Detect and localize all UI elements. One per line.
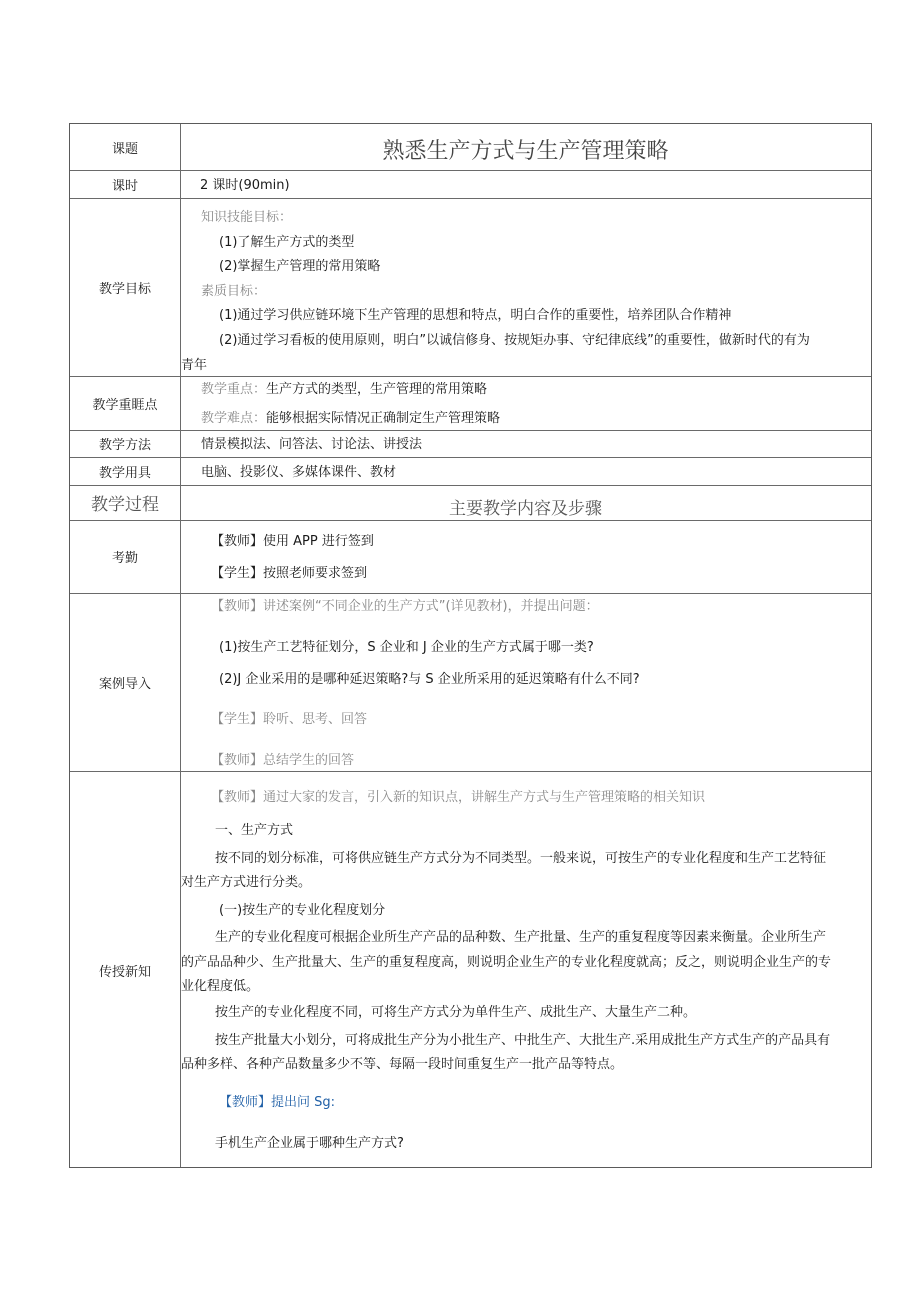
knowledge-item: (2)掌握生产管理的常用策略 [219, 259, 381, 274]
row-divider [70, 485, 871, 486]
knowledge-text: 按生产的专业化程度不同，可将生产方式分为单件生产、成批生产、大量生产二种。 [215, 1005, 697, 1020]
difficulty-line [201, 411, 500, 427]
row-divider [70, 430, 871, 431]
attendance-label: 考勤 [111, 551, 138, 566]
knowledge-item: (1)了解生产方式的类型 [219, 235, 355, 250]
objectives-label: 教学目标 [98, 281, 151, 297]
difficulty-prefix: 教学难点： [201, 411, 267, 426]
topic-label: 课题 [111, 141, 138, 157]
knowledge-text: 对生产方式进行分类。 [181, 875, 312, 890]
lesson-title: 熟悉生产方式与生产管理策略 [382, 139, 669, 164]
knowledge-text: 按不同的划分标准，可将供应链生产方式分为不同类型。一般来说，可按生产的专业化程度和生产工艺特征 [215, 851, 827, 866]
lesson-plan-table [69, 123, 872, 1168]
row-divider [70, 520, 871, 521]
row-divider [70, 170, 871, 171]
knowledge-text: 的产品品种少、生产批量大、生产的重复程度高，则说明企业生产的专业化程度就高；反之，则说明企业生产的专 [181, 955, 832, 970]
case-question: (2)J 企业采用的是哪种延迟策略?与 S 企业所采用的延迟策略有什么不同? [219, 672, 640, 687]
knowledge-heading: 知识技能目标： [201, 210, 293, 225]
tools-value: 电脑、投影仪、多媒体课件、教材 [201, 465, 397, 480]
key-points-label: 教学重睚点 [92, 397, 158, 413]
knowledge-text: 业化程度低。 [181, 979, 260, 994]
process-header-right: 主要教学内容及步骤 [449, 499, 602, 519]
hours-value: 2 课时(90min) [200, 178, 290, 193]
quality-item-continued: 青年 [181, 358, 208, 373]
knowledge-text: (一)按生产的专业化程度划分 [219, 903, 386, 918]
new-knowledge-label: 传授新知 [98, 964, 151, 980]
case-label: 案例导入 [98, 676, 151, 692]
teacher-question: 【教师】提出问 Sg: [219, 1095, 336, 1110]
focus-text: 生产方式的类型，生产管理的常用策略 [266, 382, 488, 397]
case-question: (1)按生产工艺特征划分，S 企业和 J 企业的生产方式属于哪一类? [219, 640, 594, 655]
process-header-left: 教学过程 [91, 495, 159, 515]
methods-value: 情景模拟法、问答法、讨论法、讲授法 [201, 437, 423, 452]
row-divider [70, 198, 871, 199]
methods-label: 教学方法 [98, 438, 151, 453]
hours-label: 课时 [111, 178, 138, 194]
case-line: 【教师】讲述案例“不同企业的生产方式”(详见教材)，并提出问题： [211, 599, 599, 614]
knowledge-text: 【教师】通过大家的发言，引入新的知识点，讲解生产方式与生产管理策略的相关知识 [211, 790, 706, 805]
quality-heading: 素质目标： [201, 284, 267, 299]
knowledge-text: 一、生产方式 [215, 823, 294, 838]
quality-item: (1)通过学习供应链环境下生产管理的思想和特点，明白合作的重要性，培养团队合作精神 [219, 308, 732, 323]
knowledge-text: 手机生产企业属于哪种生产方式? [215, 1136, 404, 1151]
difficulty-text: 能够根据实际情况正确制定生产管理策略 [266, 411, 501, 426]
row-divider [70, 771, 871, 772]
quality-item: (2)通过学习看板的使用原则，明白”以诚信修身、按规矩办事、守纪律底线”的重要性，做新时代的有为 [219, 333, 810, 348]
row-divider [70, 457, 871, 458]
knowledge-text: 按生产批量大小划分，可将成批生产分为小批生产、中批生产、大批生产.采用成批生产方式生产的产品具有 [215, 1033, 831, 1048]
knowledge-text: 品种多样、各种产品数量多少不等、每隔一段时间重复生产一批产品等特点。 [181, 1057, 624, 1072]
row-divider [70, 376, 871, 377]
attendance-line: 【教师】使用 APP 进行签到 [211, 534, 374, 549]
attendance-line: 【学生】按照老师要求签到 [211, 566, 368, 581]
focus-line [201, 382, 487, 398]
column-divider [180, 124, 181, 1167]
focus-prefix: 教学重点： [201, 382, 267, 397]
row-divider [70, 593, 871, 594]
knowledge-text: 生产的专业化程度可根据企业所生产产品的品种数、生产批量、生产的重复程度等因素来衡量。企业所生产 [215, 930, 827, 945]
case-line: 【教师】总结学生的回答 [211, 753, 355, 768]
case-line: 【学生】聆听、思考、回答 [211, 712, 368, 727]
tools-label: 教学用具 [98, 465, 151, 481]
